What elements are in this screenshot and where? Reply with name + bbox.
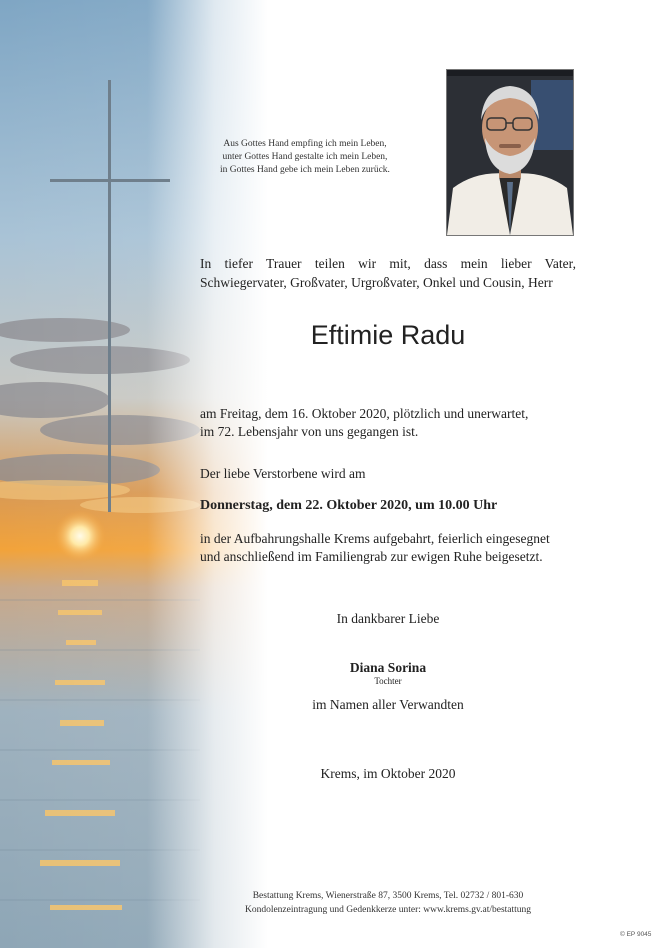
funeral-intro: Der liebe Verstorbene wird am	[200, 466, 366, 481]
funeral-details	[200, 530, 580, 566]
verse-line: Aus Gottes Hand empfing ich mein Leben,	[223, 139, 387, 149]
funeral-details-line: und anschließend im Familiengrab zur ewigen Ruhe beigesetzt.	[200, 549, 543, 564]
announcement-intro	[200, 254, 576, 292]
mourner-name: Diana Sorina	[349, 660, 427, 675]
verse-line: in Gottes Hand gebe ich mein Leben zurück.	[220, 165, 390, 175]
print-code: © EP 9045	[620, 931, 652, 938]
verse-text	[180, 138, 430, 177]
intro-line: Schwiegervater, Großvater, Urgroßvater, Onkel und Cousin, Herr	[200, 275, 553, 290]
mourner-relation: Tochter	[374, 676, 402, 686]
closing-phrase: In dankbarer Liebe	[336, 611, 440, 626]
footer-address: Bestattung Krems, Wienerstraße 87, 3500 Krems, Tel. 02732 / 801-630	[252, 891, 524, 901]
deceased-name: Eftimie Radu	[310, 320, 466, 350]
footer-website: Kondolenzeintragung und Gedenkkerze unter: www.krems.gv.at/bestattung	[244, 905, 532, 915]
funeral-details-line: in der Aufbahrungshalle Krems aufgebahrt, feierlich eingesegnet	[200, 531, 550, 546]
death-info	[200, 405, 580, 441]
intro-line: In tiefer Trauer teilen wir mit, dass mein lieber Vater,	[200, 256, 576, 271]
death-info-line: am Freitag, dem 16. Oktober 2020, plötzlich und unerwartet,	[200, 406, 529, 421]
portrait-photo	[446, 69, 574, 236]
place-date: Krems, im Oktober 2020	[320, 766, 456, 781]
cross-vertical-beam	[108, 80, 111, 512]
funeral-date: Donnerstag, dem 22. Oktober 2020, um 10.00 Uhr	[200, 498, 498, 513]
relatives-line: im Namen aller Verwandten	[312, 697, 464, 712]
cross-horizontal-beam	[50, 179, 170, 182]
verse-line: unter Gottes Hand gestalte ich mein Leben,	[222, 152, 388, 162]
death-info-line: im 72. Lebensjahr von uns gegangen ist.	[200, 424, 419, 439]
